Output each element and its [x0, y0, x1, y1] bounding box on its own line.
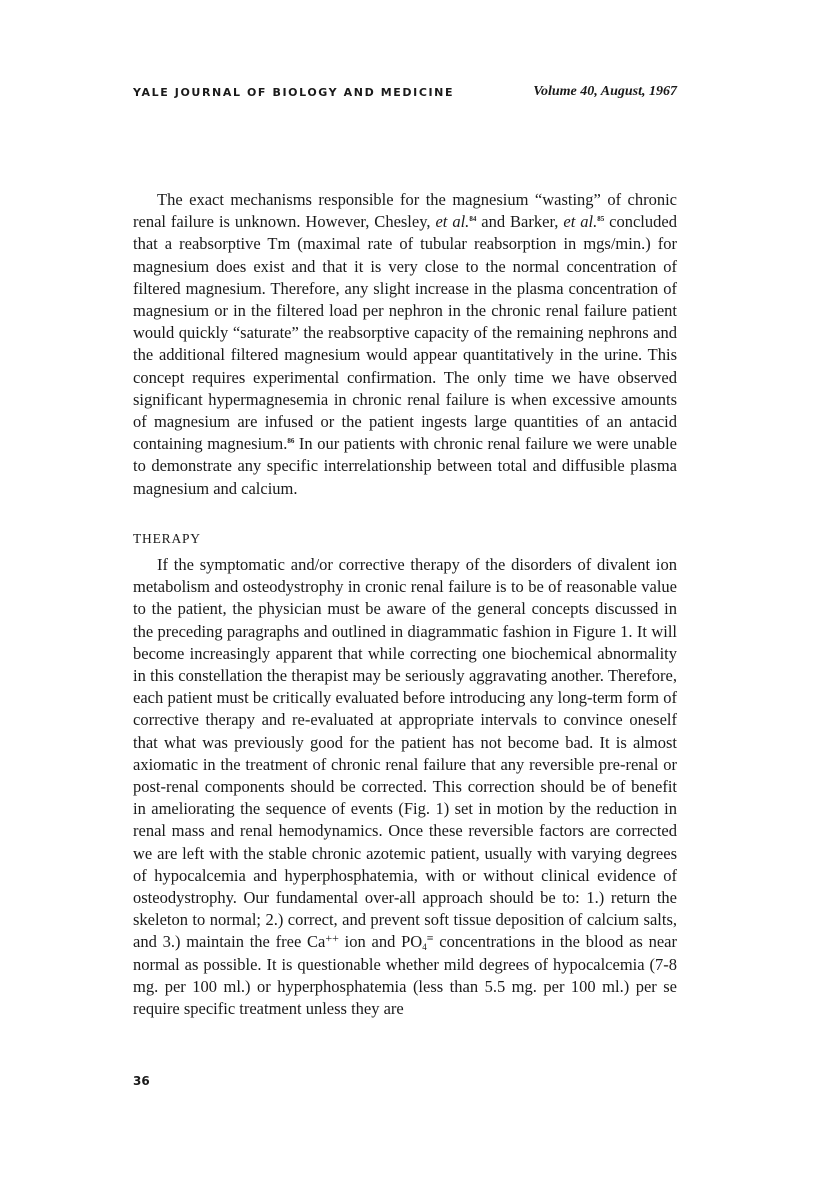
text-run: concluded that a reabsorptive Tm (maximal rate of tubular reabsorption in mgs/min.) for magnesium does exist and that it is very close to the normal concentration of filtered magnesium. Therefore, any slight increase in the plasma concentration of magnesium or in the filtered load per nephron in the chronic renal failure patient would quickly “saturate” the reabsorptive capacity of the remaining nephrons and the additional filtered magnesium would appear quantitatively in the urine. This concept requires experimental confirmation. The only time we have observed significant hypermagnesemia in chronic renal failure is when excessive amounts of magnesium are infused or the patient ingests large quantities of an antacid containing magnesium.: [133, 212, 677, 454]
issue-info: Volume 40, August, 1967: [533, 84, 677, 99]
et-al-italic: et al.: [563, 212, 598, 232]
body-paragraph-therapy: [133, 554, 677, 1020]
reference-marker: 84: [469, 215, 477, 224]
reference-marker: 85: [597, 215, 605, 224]
ion-charge: ++: [325, 931, 339, 946]
body-paragraph-magnesium: [133, 189, 677, 500]
ion-charge: ≡: [426, 931, 434, 946]
text-run: concentrations in the blood as near normal as possible. It is questionable whether mild degrees of hypocalcemia (7-8 mg. per 100 ml.) or hyperphosphatemia (less than 5.5 mg. per 100 ml.) per se require specific treatment unless they are: [133, 932, 677, 1019]
et-al-italic: et al.: [435, 212, 470, 232]
section-heading: THERAPY: [133, 531, 201, 546]
journal-name: YALE JOURNAL OF BIOLOGY AND MEDICINE: [133, 86, 455, 99]
text-run: The exact mechanisms responsible for the magnesium “wasting” of chronic renal failure is unknown. However, Chesley,: [133, 190, 677, 232]
page-number: 36: [133, 1074, 150, 1088]
subscript: 4: [422, 942, 427, 953]
reference-marker: 86: [287, 437, 295, 446]
text-run: If the symptomatic and/or corrective therapy of the disorders of divalent ion metabolism and osteodystrophy in cronic renal failure is to be of reasonable value to the patient, the physician must be aware of the general concepts discussed in the preceding paragraphs and outlined in diagrammatic fashion in Figure 1. It will become increasingly apparent that while correcting one biochemical abnormality in this constellation the therapist may be seriously aggravating another. Therefore, each patient must be critically evaluated before introducing any long-term form of corrective therapy and re-evaluated at appropriate intervals to convince oneself that what was previously good for the patient has not become bad. It is almost axiomatic in the treatment of chronic renal failure that any reversible pre-renal or post-renal components should be corrected. This correction should be of benefit in ameliorating the sequence of events (Fig. 1) set in motion by the reduction in renal mass and renal hemodynamics. Once these reversible factors are corrected we are left with the stable chronic azotemic patient, usually with varying degrees of hypocalcemia and hyperphosphatemia, with or without clinical evidence of osteodystrophy. Our fundamental over-all approach should be to: 1.) return the skeleton to normal; 2.) correct, and prevent soft tissue deposition of calcium salts, and 3.) maintain the free Ca: [133, 555, 677, 952]
text-run: In our patients with chronic renal failure we were unable to demonstrate any specific interrelationship between total and diffusible plasma magnesium and calcium.: [133, 434, 677, 498]
paragraph-text: [133, 189, 677, 500]
paragraph-text: [133, 554, 677, 1020]
text-run: and Barker,: [476, 212, 564, 232]
text-run: ion and PO: [338, 932, 423, 952]
running-head: [133, 86, 677, 106]
